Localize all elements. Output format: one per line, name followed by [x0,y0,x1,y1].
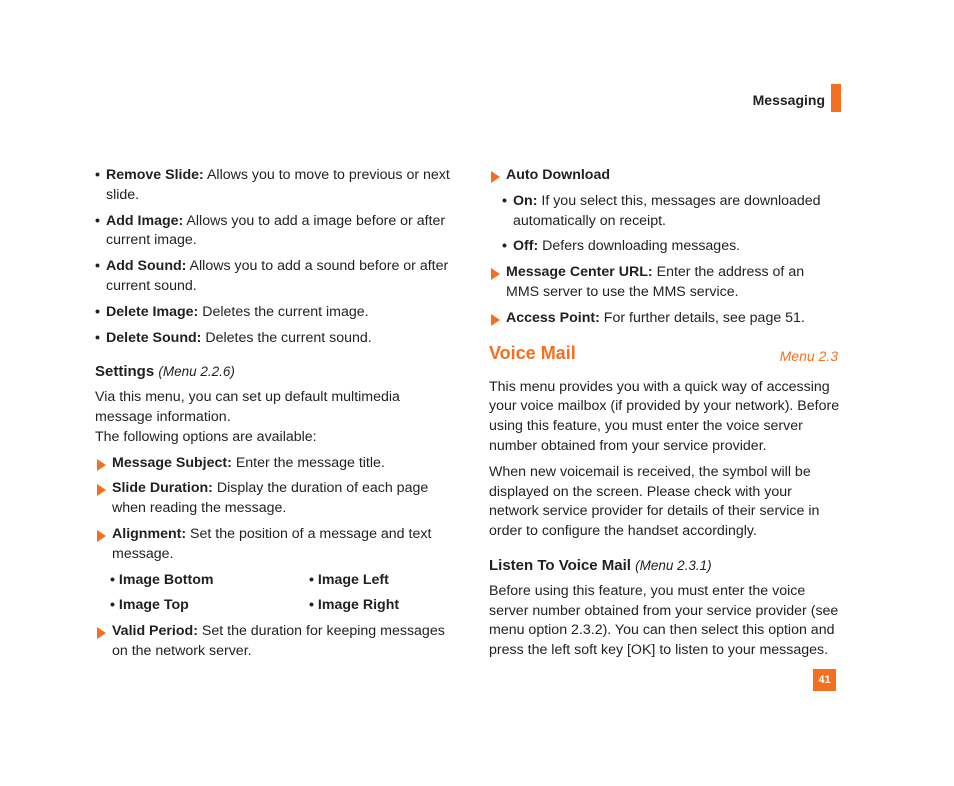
option-auto-download [489,166,841,186]
alignment-choice-text: Image Top [118,597,189,614]
option-text: Enter the message title. [235,454,385,471]
alignment-choice-text: Image Left [317,571,389,588]
option-access-point [489,309,841,329]
option-valid-period [95,622,450,662]
listen-heading [489,556,841,576]
page-number: 41 [813,669,836,691]
alignment-choice-item: • Image Bottom [110,571,214,588]
arrow-bullet-icon [491,171,500,183]
arrow-bullet-icon [491,268,500,280]
settings-heading [95,362,450,382]
bullet-dot: • [502,238,507,255]
voice-mail-heading [489,344,841,368]
listen-paragraph: Before using this feature, you must enter the voice server number obtained from your service provider (see menu option 2.3.2). You can then select this option and press the left soft key [OK] to listen to your messages. [489,582,839,659]
bullet-dot: • [502,192,507,209]
alignment-choices [95,571,450,617]
option-alignment [95,525,450,565]
settings-intro: Via this menu, you can set up default multimedia message information. [95,389,400,425]
option-message-center-url [489,263,841,303]
voice-mail-paragraph: When new voicemail is received, the symbol will be displayed on the screen. Please check with your network service provider for details of their service in order to configure the handset accordingly. [489,463,820,540]
bullet-delete-sound [95,329,450,349]
bullet-label: Delete Image: [106,303,199,320]
option-label: Auto Download [506,167,611,183]
option-label: Slide Duration: [112,480,213,497]
voice-mail-paragraph: This menu provides you with a quick way of accessing your voice mailbox (if provided by your network). Before using this feature, you must enter the voice server number obtained from your service provider. [489,378,840,454]
bullet-text: Allows you to add a sound before or after current sound. [106,258,449,294]
bullet-text: Allows you to add a image before or after current image. [106,212,446,249]
bullet-dot: • [95,212,100,229]
bullet-label: Off: [513,238,539,255]
option-text: Set the position of a message and text message. [112,525,432,562]
option-text: Enter the address of an MMS server to use the MMS service. [506,264,805,300]
voice-mail-title: Voice Mail [489,342,576,363]
settings-heading-text: Settings [95,363,155,381]
option-label: Access Point: [506,309,600,326]
bullet-off [502,237,841,257]
bullet-text: Defers downloading messages. [542,238,741,255]
section-tab-marker [831,84,841,112]
alignment-choice-text: Image Right [317,597,400,614]
option-slide-duration [95,479,450,519]
bullet-text: If you select this, messages are downloaded automatically on receipt. [513,192,821,229]
bullet-remove-slide [95,166,450,206]
option-text: Display the duration of each page when reading the message. [112,480,429,517]
bullet-label: Add Image: [106,212,184,229]
arrow-bullet-icon [97,530,106,542]
bullet-label: Remove Slide: [106,167,204,183]
option-label: Message Center URL: [506,264,653,281]
alignment-choice-item: • Image Top [110,597,189,614]
bullet-delete-image [95,303,450,323]
section-title: Messaging [752,92,825,108]
bullet-label: On: [513,192,538,209]
bullet-dot: • [95,167,100,183]
option-label: Alignment: [112,525,187,542]
left-column [95,166,450,668]
option-message-subject [95,454,450,474]
alignment-choice-item: • Image Left [309,571,389,588]
arrow-bullet-icon [491,314,500,326]
settings-intro-options: The following options are available: [95,428,317,445]
bullet-text: Deletes the current sound. [205,329,372,346]
option-text: Set the duration for keeping messages on the network server. [112,623,445,659]
alignment-choice-text: Image Bottom [118,571,214,588]
arrow-bullet-icon [97,627,106,639]
option-text: For further details, see page 51. [603,309,805,326]
right-column [489,166,841,667]
bullet-text: Allows you to move to previous or next slide. [106,167,450,203]
listen-menu-ref: (Menu 2.3.1) [635,557,712,573]
alignment-choice-item: • Image Right [309,597,400,614]
bullet-dot: • [95,258,100,275]
bullet-label: Delete Sound: [106,329,202,346]
bullet-add-image [95,212,450,252]
option-label: Valid Period: [112,623,198,640]
bullet-dot: • [95,329,100,346]
arrow-bullet-icon [97,484,106,496]
bullet-on [502,192,841,232]
bullet-add-sound [95,257,450,297]
option-label: Message Subject: [112,454,232,471]
listen-heading-text: Listen To Voice Mail [489,556,631,574]
settings-menu-ref: (Menu 2.2.6) [158,364,235,380]
bullet-text: Deletes the current image. [202,303,369,320]
voice-mail-menu-ref: Menu 2.3 [779,347,838,364]
arrow-bullet-icon [97,459,106,471]
bullet-label: Add Sound: [106,258,187,275]
bullet-dot: • [95,303,100,320]
